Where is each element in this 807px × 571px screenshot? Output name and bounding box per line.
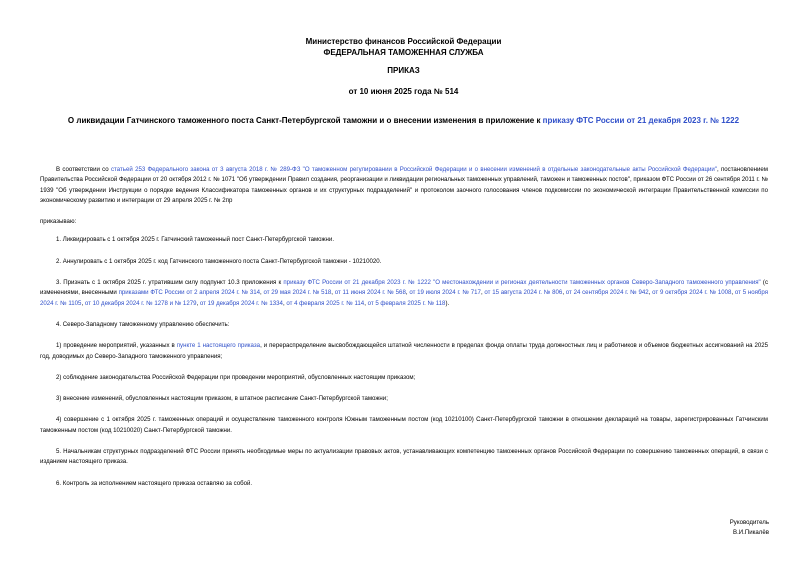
subitem-4: 4) совершение с 1 октября 2025 г. таможенных операций и осуществление таможенного контроля Южным таможенным постом (код 10210100) Санкт-Петербургской таможни в отношении деклараций на товары, зарегистрированных Гатчинским таможенным постом (код 10210020) Санкт-Петербургской таможни. <box>40 416 768 434</box>
subitem-1 <box>40 341 768 362</box>
item-3-text-1: 3. Признать с 1 октября 2025 г. утратившим силу подпункт 10.3 приложения к <box>56 279 284 287</box>
item-2: 2. Аннулировать с 1 октября 2025 г. код Гатчинского таможенного поста Санкт-Петербургской таможни - 10210020. <box>56 257 382 265</box>
signature-role: Руководитель <box>729 519 769 526</box>
amendment-link[interactable]: и № 1279 <box>169 299 197 307</box>
amendment-link[interactable]: от 5 ноября 2024 г. № 1105 <box>40 289 769 307</box>
subitem-1-text-1: 1) проведение мероприятий, указанных в <box>56 342 177 350</box>
amendment-link[interactable]: от 24 сентября 2024 г. № 942 <box>565 289 649 297</box>
orders-line: приказываю: <box>40 218 77 226</box>
signature-name: В.И.Пикалёв <box>733 529 769 536</box>
amendment-link[interactable]: от 19 декабря 2024 г. № 1334 <box>199 299 283 307</box>
subitem-3: 3) внесение изменений, обусловленных настоящим приказом, в штатное расписание Санкт-Петербургской таможни; <box>56 395 388 403</box>
amendment-link[interactable]: от 19 июля 2024 г. № 717 <box>409 289 481 297</box>
item-3: 3. Признать с 1 октября 2025 г. утратившим силу подпункт 10.3 приложения к приказу ФТС России от 21 декабря 2023 г. № 1222 "О местонахождении и регионах деятельности таможенных органов Северо-Западного таможенного управления" (с изменениями, внесенными приказами ФТС России от 2 апреля 2024 г. № 314, от 29 мая 2024 г. № 518, от 11 июня 2024 г. № 568, от 19 июля 2024 г. № 717, от 15 августа 2024 г. № 806, от 24 сентября 2024 г. № 942, от 9 октября 2024 г. № 1008, от 5 ноября 2024 г. № 1105, от 10 декабря 2024 г. № 1278 и № 1279, от 19 декабря 2024 г. № 1334, от 4 февраля 2025 г. № 114, от 5 февраля 2025 г. № 118). <box>40 279 769 307</box>
document-body <box>40 165 768 500</box>
amendment-link[interactable]: от 11 июня 2024 г. № 568 <box>334 289 406 297</box>
subitem-1-text-2: , и перераспределение высвобождающейся штатной численности в пределах фонда оплаты труда должностных лиц и работников и объемов бюджетных ассигнований на 2025 год, доводимых до Северо-Западного таможенного управления; <box>40 342 769 360</box>
title-text: О ликвидации Гатчинского таможенного поста Санкт-Петербургской таможни и о внесении изменения в приложение к <box>67 116 543 125</box>
preamble-text-1: В соответствии со <box>56 166 111 173</box>
amendment-link[interactable]: от 10 декабря 2024 г. № 1278 <box>84 299 168 307</box>
item-4: 4. Северо-Западному таможенному управлению обеспечить: <box>56 320 230 328</box>
service-name: ФЕДЕРАЛЬНАЯ ТАМОЖЕННАЯ СЛУЖБА <box>323 48 484 57</box>
preamble-law-link[interactable]: статьей 253 Федерального закона от 3 августа 2018 г. № 289-ФЗ "О таможенном регулировании в Российской Федерации и о внесении изменений в отдельные законодательные акты Российской Федерации" <box>110 166 717 173</box>
amendment-link[interactable]: от 9 октября 2024 г. № 1008 <box>652 289 732 297</box>
item-5: 5. Начальникам структурных подразделений ФТС России принять необходимые меры по актуализации правовых актов, устанавливающих компетенцию таможенных органов Российской Федерации по совершению таможенных операций, в связи с изданием настоящего приказа. <box>40 448 768 466</box>
item-3-order-link[interactable]: приказу ФТС России от 21 декабря 2023 г. № 1222 "О местонахождении и регионах деятельности таможенных органов Северо-Западного таможенного управления" <box>283 279 761 287</box>
amendment-link[interactable]: от 15 августа 2024 г. № 806 <box>484 289 563 297</box>
preamble-text-2: , постановлением Правительства Российской Федерации от 20 октября 2012 г. № 1071 "Об утверждении Правил создания, реорганизации и ликвидации региональных таможенных управлений, таможен и таможенных постов", приказом ФТС России от 26 сентября 2011 г. № 1939 "Об утверждении Инструкции о порядке ведения Классификатора таможенных органов и их структурных подразделений" и протоколом заочного голосования членов подкомиссии по экономической интеграции Правительственной комиссии по экономическому развитию и интеграции от 29 апреля 2025 г. № 2пр <box>40 166 768 204</box>
amendment-link[interactable]: от 29 мая 2024 г. № 518 <box>263 289 332 297</box>
subitem-2: 2) соблюдение законодательства Российской Федерации при проведении мероприятий, обусловленных настоящим приказом; <box>56 373 416 381</box>
item-3-text-2: (с изменениями, внесенными <box>40 279 768 297</box>
document-title <box>40 115 767 126</box>
document-type: ПРИКАЗ <box>387 66 420 75</box>
subitem-1-link[interactable]: пункте 1 настоящего приказа <box>176 342 261 350</box>
ministry-name: Министерство финансов Российской Федерации <box>305 37 502 46</box>
signature-block <box>730 518 769 538</box>
amendment-link[interactable]: от 5 февраля 2025 г. № 118 <box>367 299 446 307</box>
document-header <box>0 36 807 58</box>
amendment-link[interactable]: от 4 февраля 2025 г. № 114 <box>286 299 365 307</box>
document-date-number: от 10 июня 2025 года № 514 <box>348 87 459 96</box>
preamble-paragraph <box>40 165 768 206</box>
amendment-link[interactable]: приказами ФТС России от 2 апреля 2024 г. № 314 <box>118 289 260 297</box>
item-1: 1. Ликвидировать с 1 октября 2025 г. Гатчинский таможенный пост Санкт-Петербургской таможни. <box>56 236 335 244</box>
item-6: 6. Контроль за исполнением настоящего приказа оставляю за собой. <box>56 479 253 487</box>
title-link[interactable]: приказу ФТС России от 21 декабря 2023 г. № 1222 <box>542 116 740 125</box>
